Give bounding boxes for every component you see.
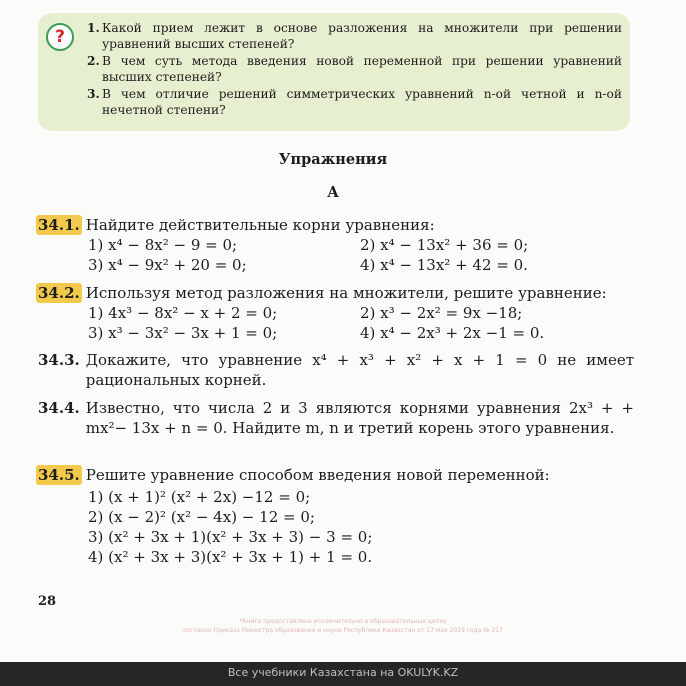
exercise-34-3 [36,350,634,390]
exercise-34-5 [36,465,634,567]
exercise-text: Известно, что числа 2 и 3 являются корнями уравнения 2x³ + + mx²− 13x + n = 0. Найдите m, n и третий корень этого уравнения. [85,399,634,437]
question-text: Какой прием лежит в основе разложения на множители при решении уравнений высших степеней? [102,21,622,51]
review-questions-box [38,13,630,131]
question-mark-icon: ? [46,23,74,51]
exercise-text: Найдите действительные корни уравнения: [85,216,435,234]
exercise-text: Используя метод разложения на множители, решите уравнение: [85,284,607,302]
page-number: 28 [38,594,57,609]
section-title: Упражнения [278,151,388,168]
equation-item: 1) 4x³ − 8x² − x + 2 = 0; [88,304,278,322]
exercise-number: 34.4. [38,399,80,417]
footer-disclaimer [0,606,686,662]
equation-item: 2) x³ − 2x² = 9x −18; [360,304,523,322]
question-item [87,87,622,118]
equation-item: 3) x⁴ − 9x² + 20 = 0; [88,256,247,274]
question-number: 1. [87,21,100,35]
equation-item: 2) (x − 2)² (x² − 4x) − 12 = 0; [88,508,315,526]
exercise-text: Докажите, что уравнение x⁴ + x³ + x² + x + 1 = 0 не имеет рациональных корней. [85,351,634,389]
footer-line-1: *Книга предоставлена исключительно в образовательных целях [239,618,447,625]
question-number: 3. [87,87,100,101]
section-letter: А [327,184,339,201]
equation-item: 2) x⁴ − 13x² + 36 = 0; [360,236,529,254]
exercise-number: 34.3. [38,351,80,369]
exercise-number: 34.2. [38,284,80,302]
exercise-text: Решите уравнение способом введения новой переменной: [85,466,550,484]
exercise-number: 34.1. [38,216,80,234]
equation-item: 4) x⁴ − 13x² + 42 = 0. [360,256,528,274]
equation-item: 3) (x² + 3x + 1)(x² + 3x + 3) − 3 = 0; [88,528,373,546]
exercise-34-2 [36,283,634,343]
footer-bar-text: Все учебники Казахстана на OKULYK.KZ [227,666,459,679]
question-item [87,21,622,52]
exercise-number: 34.5. [38,466,80,484]
question-number: 2. [87,54,100,68]
question-list [87,21,622,120]
equation-item: 4) x⁴ − 2x³ + 2x −1 = 0. [360,324,545,342]
exercise-34-4 [36,398,634,438]
footer-line-2: согласно Приказа Министра образования и науки Республики Казахстан от 17 мая 2019 года № 217 [183,627,503,634]
footer-bar [0,662,686,686]
equation-item: 3) x³ − 3x² − 3x + 1 = 0; [88,324,278,342]
exercise-34-1 [36,215,634,275]
equation-item: 1) x⁴ − 8x² − 9 = 0; [88,236,238,254]
equation-item: 1) (x + 1)² (x² + 2x) −12 = 0; [88,488,311,506]
question-item [87,54,622,85]
question-text: В чем суть метода введения новой переменной при решении уравнений высших степеней? [102,54,622,84]
question-text: В чем отличие решений симметрических уравнений n-ой четной и n-ой нечетной степени? [102,87,622,117]
equation-item: 4) (x² + 3x + 3)(x² + 3x + 1) + 1 = 0. [88,548,373,566]
